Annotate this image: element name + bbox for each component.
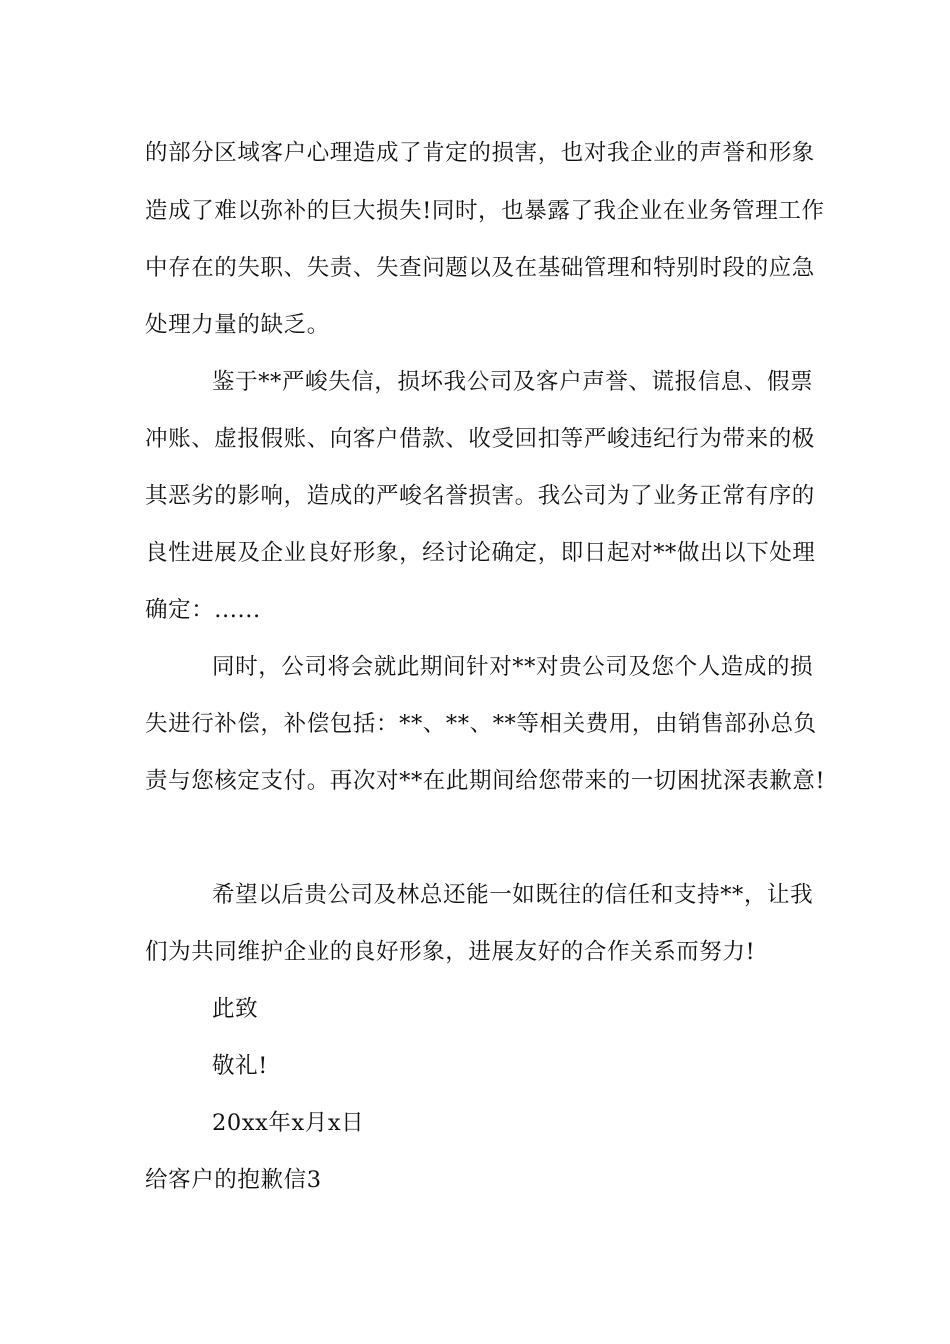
paragraph-4-line-2: 们为共同维护企业的良好形象，进展友好的合作关系而努力! — [145, 939, 756, 965]
paragraph-1-line-1: 的部分区域客户心理造成了肯定的损害，也对我企业的声誉和形象 — [145, 140, 815, 166]
paragraph-2-line-1: 鉴于**严峻失信，损坏我公司及客户声誉、谎报信息、假票 — [212, 369, 814, 395]
closing-date: 20xx年x月x日 — [212, 1110, 365, 1136]
paragraph-1-line-3: 中存在的失职、失责、失查问题以及在基础管理和特别时段的应急 — [145, 255, 815, 281]
closing-salutation: 此致 — [212, 996, 259, 1022]
paragraph-2-line-5: 确定：...... — [145, 597, 261, 623]
paragraph-2-line-3: 其恶劣的影响，造成的严峻名誉损害。我公司为了业务正常有序的 — [145, 483, 815, 509]
paragraph-2-line-4: 良性进展及企业良好形象，经讨论确定，即日起对**做出以下处理 — [145, 540, 816, 566]
next-letter-heading: 给客户的抱歉信3 — [145, 1167, 322, 1193]
paragraph-1-line-4: 处理力量的缺乏。 — [145, 312, 330, 338]
paragraph-1-line-2: 造成了难以弥补的巨大损失!同时，也暴露了我企业在业务管理工作 — [145, 198, 825, 224]
paragraph-2-line-2: 冲账、虚报假账、向客户借款、收受回扣等严峻违纪行为带来的极 — [145, 426, 815, 452]
paragraph-3-line-1: 同时，公司将会就此期间针对**对贵公司及您个人造成的损 — [212, 654, 814, 680]
closing-regards: 敬礼! — [212, 1053, 268, 1079]
paragraph-4-line-1: 希望以后贵公司及林总还能一如既往的信任和支持**，让我 — [212, 882, 814, 908]
paragraph-3-line-2: 失进行补偿，补偿包括：**、**、**等相关费用，由销售部孙总负 — [145, 711, 817, 737]
paragraph-3-line-3: 责与您核定支付。再次对**在此期间给您带来的一切困扰深表歉意! — [145, 768, 826, 794]
